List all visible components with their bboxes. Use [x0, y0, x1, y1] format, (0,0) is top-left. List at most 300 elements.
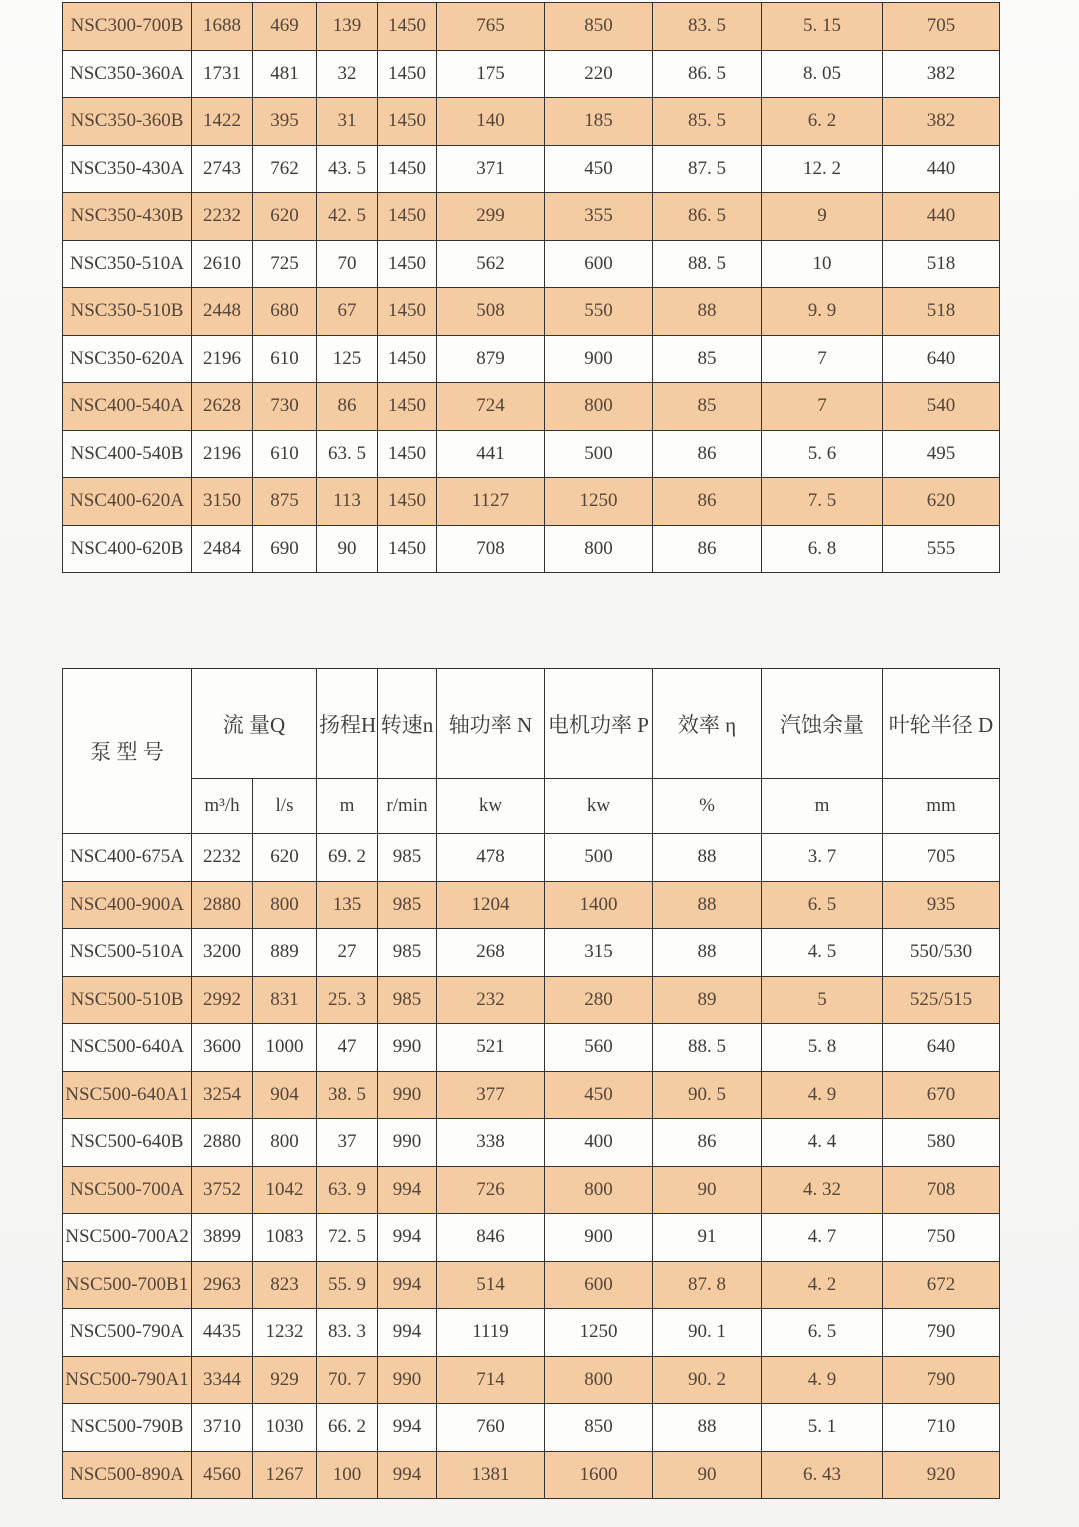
value-cell: 69. 2	[317, 834, 378, 882]
value-cell: 2610	[192, 240, 253, 288]
value-cell: 600	[545, 1261, 653, 1309]
header-npsh: 汽蚀余量	[762, 669, 883, 779]
value-cell: 43. 5	[317, 145, 378, 193]
pump-model-cell: NSC300-700B	[63, 3, 192, 51]
upper-table-body	[63, 3, 1000, 573]
value-cell: 25. 3	[317, 976, 378, 1024]
value-cell: 580	[883, 1119, 1000, 1167]
pump-model-cell: NSC400-620B	[63, 525, 192, 573]
header-motor-power: 电机功率 P	[545, 669, 653, 779]
value-cell: 994	[378, 1309, 437, 1357]
table-row	[63, 1024, 1000, 1072]
value-cell: 89	[653, 976, 762, 1024]
value-cell: 86	[653, 430, 762, 478]
value-cell: 86	[653, 1119, 762, 1167]
value-cell: 904	[253, 1071, 317, 1119]
value-cell: 315	[545, 929, 653, 977]
value-cell: 4. 4	[762, 1119, 883, 1167]
value-cell: 1381	[437, 1451, 545, 1499]
pump-model-cell: NSC350-620A	[63, 335, 192, 383]
value-cell: 850	[545, 3, 653, 51]
value-cell: 86	[317, 383, 378, 431]
value-cell: 725	[253, 240, 317, 288]
unit-mm: mm	[883, 779, 1000, 834]
unit-kw-motor: kw	[545, 779, 653, 834]
value-cell: 900	[545, 1214, 653, 1262]
value-cell: 730	[253, 383, 317, 431]
value-cell: 5. 8	[762, 1024, 883, 1072]
value-cell: 299	[437, 193, 545, 241]
value-cell: 3710	[192, 1404, 253, 1452]
value-cell: 66. 2	[317, 1404, 378, 1452]
value-cell: 994	[378, 1451, 437, 1499]
value-cell: 5. 1	[762, 1404, 883, 1452]
value-cell: 4. 5	[762, 929, 883, 977]
value-cell: 232	[437, 976, 545, 1024]
pump-model-cell: NSC500-640B	[63, 1119, 192, 1167]
value-cell: 714	[437, 1356, 545, 1404]
value-cell: 481	[253, 50, 317, 98]
pump-model-cell: NSC500-640A	[63, 1024, 192, 1072]
value-cell: 125	[317, 335, 378, 383]
value-cell: 550	[545, 288, 653, 336]
value-cell: 518	[883, 240, 1000, 288]
value-cell: 90. 1	[653, 1309, 762, 1357]
value-cell: 495	[883, 430, 1000, 478]
value-cell: 1450	[378, 3, 437, 51]
value-cell: 994	[378, 1404, 437, 1452]
value-cell: 67	[317, 288, 378, 336]
value-cell: 2628	[192, 383, 253, 431]
value-cell: 610	[253, 430, 317, 478]
value-cell: 1688	[192, 3, 253, 51]
value-cell: 38. 5	[317, 1071, 378, 1119]
value-cell: 2232	[192, 193, 253, 241]
pump-model-cell: NSC500-510B	[63, 976, 192, 1024]
value-cell: 1450	[378, 430, 437, 478]
table-row	[63, 145, 1000, 193]
value-cell: 86. 5	[653, 50, 762, 98]
table-row	[63, 1404, 1000, 1452]
value-cell: 562	[437, 240, 545, 288]
value-cell: 1030	[253, 1404, 317, 1452]
value-cell: 1127	[437, 478, 545, 526]
header-flow-rate: 流 量Q	[192, 669, 317, 779]
table-row	[63, 1309, 1000, 1357]
value-cell: 540	[883, 383, 1000, 431]
table-row	[63, 1214, 1000, 1262]
value-cell: 1232	[253, 1309, 317, 1357]
pump-model-cell: NSC400-900A	[63, 881, 192, 929]
header-units-row	[63, 779, 1000, 834]
value-cell: 620	[253, 193, 317, 241]
value-cell: 5	[762, 976, 883, 1024]
value-cell: 514	[437, 1261, 545, 1309]
value-cell: 1731	[192, 50, 253, 98]
value-cell: 985	[378, 834, 437, 882]
value-cell: 800	[545, 383, 653, 431]
value-cell: 690	[253, 525, 317, 573]
value-cell: 640	[883, 1024, 1000, 1072]
table-row	[63, 288, 1000, 336]
value-cell: 85	[653, 335, 762, 383]
value-cell: 500	[545, 834, 653, 882]
value-cell: 1450	[378, 145, 437, 193]
value-cell: 985	[378, 929, 437, 977]
table-row	[63, 1119, 1000, 1167]
value-cell: 63. 9	[317, 1166, 378, 1214]
pump-model-cell: NSC400-675A	[63, 834, 192, 882]
value-cell: 1119	[437, 1309, 545, 1357]
table-row	[63, 1166, 1000, 1214]
value-cell: 900	[545, 335, 653, 383]
value-cell: 355	[545, 193, 653, 241]
table-row	[63, 478, 1000, 526]
value-cell: 400	[545, 1119, 653, 1167]
table-row	[63, 525, 1000, 573]
pump-model-cell: NSC500-790A1	[63, 1356, 192, 1404]
value-cell: 86	[653, 478, 762, 526]
value-cell: 32	[317, 50, 378, 98]
value-cell: 4. 7	[762, 1214, 883, 1262]
value-cell: 83. 5	[653, 3, 762, 51]
value-cell: 1450	[378, 288, 437, 336]
value-cell: 1450	[378, 240, 437, 288]
value-cell: 620	[883, 478, 1000, 526]
value-cell: 85. 5	[653, 98, 762, 146]
value-cell: 12. 2	[762, 145, 883, 193]
table-row	[63, 1451, 1000, 1499]
value-cell: 1450	[378, 98, 437, 146]
value-cell: 4. 9	[762, 1071, 883, 1119]
value-cell: 47	[317, 1024, 378, 1072]
value-cell: 1600	[545, 1451, 653, 1499]
value-cell: 90	[653, 1166, 762, 1214]
value-cell: 985	[378, 881, 437, 929]
value-cell: 377	[437, 1071, 545, 1119]
value-cell: 521	[437, 1024, 545, 1072]
value-cell: 27	[317, 929, 378, 977]
header-efficiency: 效率 η	[653, 669, 762, 779]
value-cell: 935	[883, 881, 1000, 929]
value-cell: 395	[253, 98, 317, 146]
value-cell: 2196	[192, 430, 253, 478]
value-cell: 4435	[192, 1309, 253, 1357]
value-cell: 555	[883, 525, 1000, 573]
table-row	[63, 430, 1000, 478]
value-cell: 9. 9	[762, 288, 883, 336]
value-cell: 5. 15	[762, 3, 883, 51]
value-cell: 4. 2	[762, 1261, 883, 1309]
value-cell: 994	[378, 1214, 437, 1262]
table-row	[63, 193, 1000, 241]
unit-m: m	[317, 779, 378, 834]
value-cell: 88	[653, 288, 762, 336]
pump-model-cell: NSC350-430B	[63, 193, 192, 241]
value-cell: 5. 6	[762, 430, 883, 478]
header-pump-model: 泵 型 号	[63, 669, 192, 834]
value-cell: 500	[545, 430, 653, 478]
value-cell: 790	[883, 1356, 1000, 1404]
value-cell: 640	[883, 335, 1000, 383]
value-cell: 990	[378, 1356, 437, 1404]
unit-rmin: r/min	[378, 779, 437, 834]
value-cell: 1250	[545, 1309, 653, 1357]
value-cell: 518	[883, 288, 1000, 336]
pump-model-cell: NSC500-510A	[63, 929, 192, 977]
header-impeller-radius: 叶轮半径 D	[883, 669, 1000, 779]
value-cell: 86	[653, 525, 762, 573]
value-cell: 705	[883, 3, 1000, 51]
pump-spec-table-lower	[62, 668, 1000, 1499]
table-row	[63, 383, 1000, 431]
value-cell: 600	[545, 240, 653, 288]
value-cell: 87. 8	[653, 1261, 762, 1309]
value-cell: 990	[378, 1119, 437, 1167]
lower-table-header	[63, 669, 1000, 834]
value-cell: 3752	[192, 1166, 253, 1214]
value-cell: 7	[762, 383, 883, 431]
value-cell: 1400	[545, 881, 653, 929]
value-cell: 672	[883, 1261, 1000, 1309]
table-row	[63, 1261, 1000, 1309]
value-cell: 220	[545, 50, 653, 98]
value-cell: 90	[653, 1451, 762, 1499]
value-cell: 708	[437, 525, 545, 573]
pump-model-cell: NSC500-700A2	[63, 1214, 192, 1262]
value-cell: 175	[437, 50, 545, 98]
value-cell: 63. 5	[317, 430, 378, 478]
value-cell: 86. 5	[653, 193, 762, 241]
value-cell: 113	[317, 478, 378, 526]
value-cell: 1450	[378, 335, 437, 383]
value-cell: 3344	[192, 1356, 253, 1404]
value-cell: 1450	[378, 525, 437, 573]
value-cell: 338	[437, 1119, 545, 1167]
value-cell: 88	[653, 1404, 762, 1452]
pump-model-cell: NSC500-790A	[63, 1309, 192, 1357]
value-cell: 823	[253, 1261, 317, 1309]
value-cell: 2880	[192, 881, 253, 929]
value-cell: 6. 5	[762, 1309, 883, 1357]
value-cell: 800	[253, 881, 317, 929]
value-cell: 88	[653, 834, 762, 882]
value-cell: 1422	[192, 98, 253, 146]
pump-spec-table-upper	[62, 2, 1000, 573]
value-cell: 440	[883, 193, 1000, 241]
value-cell: 440	[883, 145, 1000, 193]
value-cell: 280	[545, 976, 653, 1024]
value-cell: 525/515	[883, 976, 1000, 1024]
value-cell: 710	[883, 1404, 1000, 1452]
value-cell: 920	[883, 1451, 1000, 1499]
value-cell: 1450	[378, 383, 437, 431]
value-cell: 6. 8	[762, 525, 883, 573]
value-cell: 7	[762, 335, 883, 383]
pump-model-cell: NSC350-510A	[63, 240, 192, 288]
value-cell: 478	[437, 834, 545, 882]
value-cell: 139	[317, 3, 378, 51]
value-cell: 3600	[192, 1024, 253, 1072]
value-cell: 4560	[192, 1451, 253, 1499]
pump-model-cell: NSC350-360B	[63, 98, 192, 146]
value-cell: 990	[378, 1024, 437, 1072]
value-cell: 1204	[437, 881, 545, 929]
value-cell: 800	[545, 1166, 653, 1214]
pump-model-cell: NSC500-640A1	[63, 1071, 192, 1119]
table-row	[63, 98, 1000, 146]
value-cell: 91	[653, 1214, 762, 1262]
value-cell: 90. 5	[653, 1071, 762, 1119]
value-cell: 42. 5	[317, 193, 378, 241]
pump-model-cell: NSC400-540A	[63, 383, 192, 431]
value-cell: 670	[883, 1071, 1000, 1119]
value-cell: 750	[883, 1214, 1000, 1262]
value-cell: 371	[437, 145, 545, 193]
pump-model-cell: NSC500-700A	[63, 1166, 192, 1214]
value-cell: 55. 9	[317, 1261, 378, 1309]
value-cell: 994	[378, 1261, 437, 1309]
value-cell: 846	[437, 1214, 545, 1262]
header-shaft-power: 轴功率 N	[437, 669, 545, 779]
value-cell: 2880	[192, 1119, 253, 1167]
value-cell: 4. 32	[762, 1166, 883, 1214]
value-cell: 100	[317, 1451, 378, 1499]
value-cell: 90. 2	[653, 1356, 762, 1404]
value-cell: 10	[762, 240, 883, 288]
value-cell: 990	[378, 1071, 437, 1119]
table-row	[63, 834, 1000, 882]
value-cell: 2743	[192, 145, 253, 193]
unit-m-npsh: m	[762, 779, 883, 834]
header-head: 扬程H	[317, 669, 378, 779]
unit-percent: %	[653, 779, 762, 834]
value-cell: 800	[253, 1119, 317, 1167]
table-row	[63, 1071, 1000, 1119]
value-cell: 1042	[253, 1166, 317, 1214]
value-cell: 441	[437, 430, 545, 478]
value-cell: 929	[253, 1356, 317, 1404]
value-cell: 560	[545, 1024, 653, 1072]
value-cell: 985	[378, 976, 437, 1024]
unit-kw-shaft: kw	[437, 779, 545, 834]
table-row	[63, 240, 1000, 288]
value-cell: 450	[545, 145, 653, 193]
value-cell: 2232	[192, 834, 253, 882]
value-cell: 3. 7	[762, 834, 883, 882]
value-cell: 268	[437, 929, 545, 977]
value-cell: 2992	[192, 976, 253, 1024]
value-cell: 708	[883, 1166, 1000, 1214]
value-cell: 705	[883, 834, 1000, 882]
value-cell: 140	[437, 98, 545, 146]
value-cell: 6. 2	[762, 98, 883, 146]
table-row	[63, 976, 1000, 1024]
value-cell: 762	[253, 145, 317, 193]
value-cell: 1450	[378, 193, 437, 241]
value-cell: 1250	[545, 478, 653, 526]
value-cell: 9	[762, 193, 883, 241]
value-cell: 4. 9	[762, 1356, 883, 1404]
value-cell: 37	[317, 1119, 378, 1167]
pump-model-cell: NSC350-430A	[63, 145, 192, 193]
value-cell: 2448	[192, 288, 253, 336]
value-cell: 469	[253, 3, 317, 51]
value-cell: 879	[437, 335, 545, 383]
value-cell: 88. 5	[653, 240, 762, 288]
value-cell: 875	[253, 478, 317, 526]
pump-model-cell: NSC500-700B1	[63, 1261, 192, 1309]
value-cell: 3254	[192, 1071, 253, 1119]
value-cell: 831	[253, 976, 317, 1024]
value-cell: 508	[437, 288, 545, 336]
table-row	[63, 50, 1000, 98]
value-cell: 850	[545, 1404, 653, 1452]
table-row	[63, 3, 1000, 51]
pump-model-cell: NSC400-620A	[63, 478, 192, 526]
value-cell: 2963	[192, 1261, 253, 1309]
value-cell: 889	[253, 929, 317, 977]
value-cell: 790	[883, 1309, 1000, 1357]
value-cell: 3150	[192, 478, 253, 526]
value-cell: 88	[653, 929, 762, 977]
value-cell: 1083	[253, 1214, 317, 1262]
table-row	[63, 335, 1000, 383]
value-cell: 610	[253, 335, 317, 383]
pump-model-cell: NSC500-790B	[63, 1404, 192, 1452]
value-cell: 85	[653, 383, 762, 431]
value-cell: 3899	[192, 1214, 253, 1262]
value-cell: 726	[437, 1166, 545, 1214]
value-cell: 760	[437, 1404, 545, 1452]
value-cell: 450	[545, 1071, 653, 1119]
lower-table-body	[63, 834, 1000, 1499]
value-cell: 1000	[253, 1024, 317, 1072]
value-cell: 724	[437, 383, 545, 431]
value-cell: 550/530	[883, 929, 1000, 977]
value-cell: 620	[253, 834, 317, 882]
value-cell: 1450	[378, 478, 437, 526]
value-cell: 83. 3	[317, 1309, 378, 1357]
value-cell: 8. 05	[762, 50, 883, 98]
value-cell: 72. 5	[317, 1214, 378, 1262]
value-cell: 994	[378, 1166, 437, 1214]
table-row	[63, 929, 1000, 977]
value-cell: 7. 5	[762, 478, 883, 526]
value-cell: 6. 43	[762, 1451, 883, 1499]
unit-m3h: m³/h	[192, 779, 253, 834]
value-cell: 800	[545, 525, 653, 573]
value-cell: 135	[317, 881, 378, 929]
value-cell: 88	[653, 881, 762, 929]
pump-model-cell: NSC350-510B	[63, 288, 192, 336]
value-cell: 88. 5	[653, 1024, 762, 1072]
value-cell: 1267	[253, 1451, 317, 1499]
value-cell: 90	[317, 525, 378, 573]
pump-model-cell: NSC400-540B	[63, 430, 192, 478]
value-cell: 87. 5	[653, 145, 762, 193]
value-cell: 2484	[192, 525, 253, 573]
value-cell: 765	[437, 3, 545, 51]
value-cell: 800	[545, 1356, 653, 1404]
value-cell: 31	[317, 98, 378, 146]
value-cell: 680	[253, 288, 317, 336]
value-cell: 3200	[192, 929, 253, 977]
pump-model-cell: NSC350-360A	[63, 50, 192, 98]
value-cell: 1450	[378, 50, 437, 98]
value-cell: 185	[545, 98, 653, 146]
value-cell: 6. 5	[762, 881, 883, 929]
